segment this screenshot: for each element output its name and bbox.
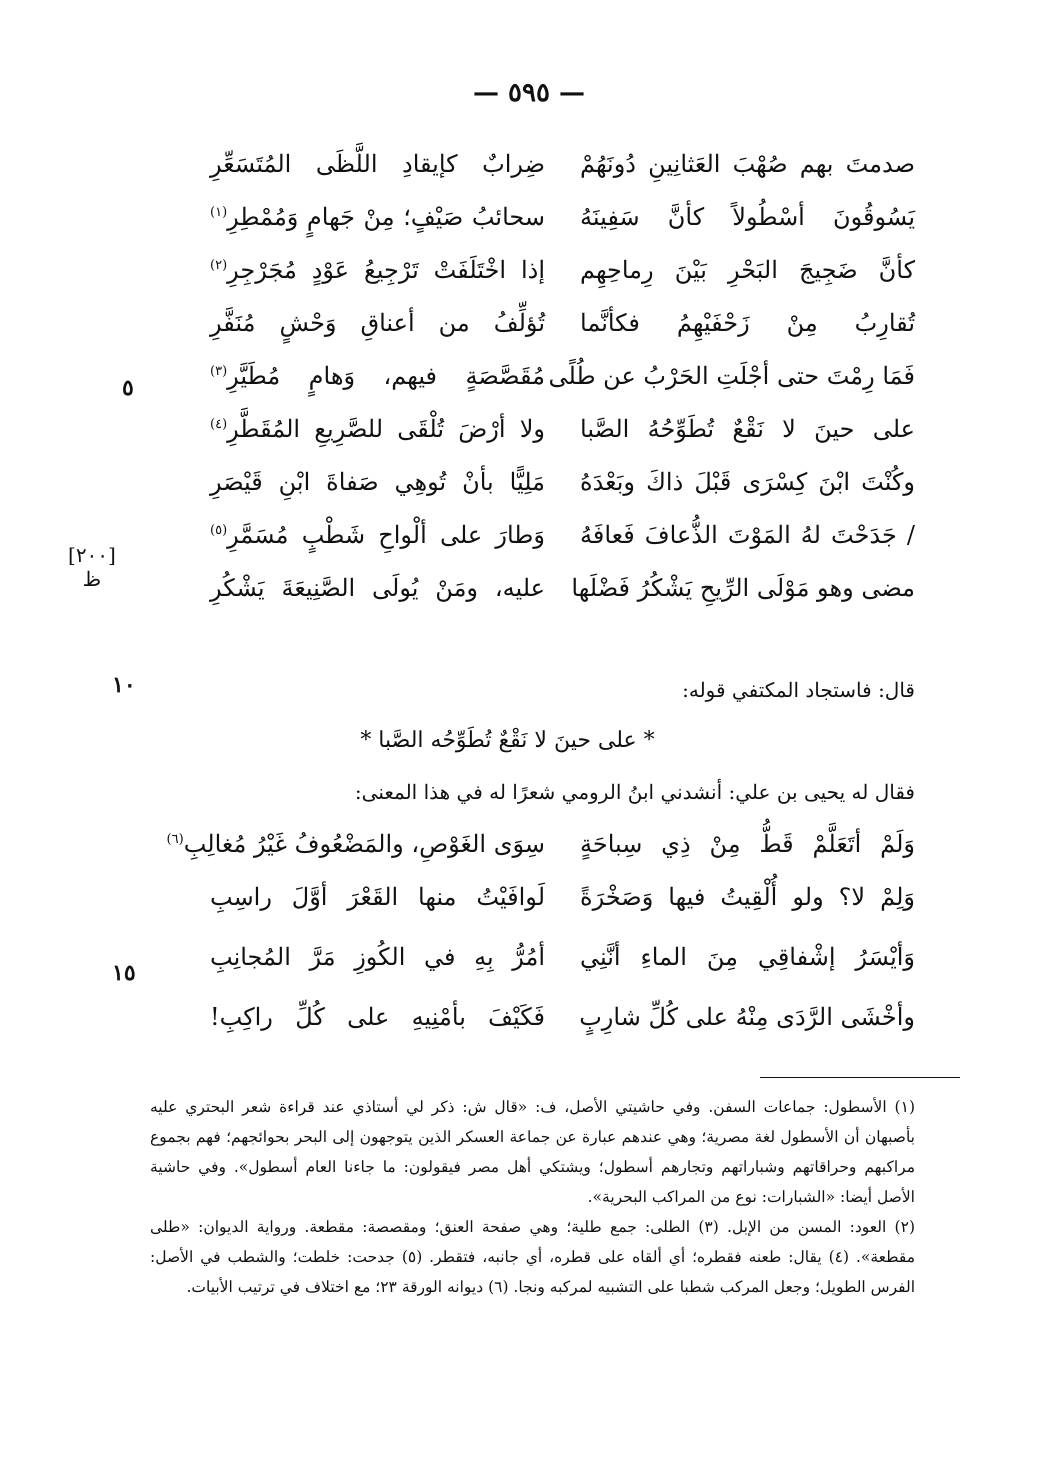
verse-line <box>200 362 915 415</box>
verse-second-hemistich: وَطارَ على ألْواحِ شَطْبٍ مُسَمَّرِ$^{(٥)}$ <box>210 521 545 549</box>
poem-block-2 <box>166 830 915 1056</box>
line-number-15: ١٥ <box>112 960 136 986</box>
folio-side: ظ <box>82 567 102 591</box>
verse-second-hemistich: إذا اخْتَلَفَتْ تَرْجِيعُ عَوْدٍ مُجَرْجِرِ$^{(٢)}$ <box>210 256 545 284</box>
footnote-ref: (٤) <box>210 417 228 432</box>
footnotes <box>150 1092 915 1302</box>
verse-second-hemistich: مُقَصَّصَةٍ فيهم، وَهامٍ مُطَيَّرِ$^{(٣)}$ <box>210 362 545 390</box>
verse-second-hemistich: لَوافَيْتُ منها القَعْرَ أوَّلَ راسِبِ <box>210 883 545 911</box>
manuscript-folio-ref <box>68 543 116 591</box>
footnote-separator <box>760 1077 960 1078</box>
verse-second-hemistich: سحائبُ صَيْفٍ؛ مِنْ جَهامٍ وَمُمْطِرِ$^{(١)}$ <box>210 203 545 231</box>
verse-second-hemistich: مَلِيًّا بأنْ تُوهِي صَفاةَ ابْنِ قَيْصَرِ <box>210 468 545 496</box>
footnote-ref: (٥) <box>210 523 228 538</box>
narrative-line-2: فقال له يحيى بن علي: أنشدني ابنُ الرومي شعرًا له في هذا المعنى: <box>354 780 915 804</box>
line-number-10: ١٠ <box>112 672 136 698</box>
verse-second-hemistich: فَكَيْفَ بأمْنِيهِ على كُلِّ راكِبِ! <box>210 1003 545 1031</box>
verse-first-hemistich: على حينَ لا نَقْعٌ تُطَوِّحُهُ الصَّبا <box>580 415 915 443</box>
verse-second-hemistich: عليه، ومَنْ يُولَى الصَّنِيعَةَ يَشْكُرِ <box>210 574 545 602</box>
verse-line <box>200 883 915 943</box>
verse-first-hemistich: وكُنْتَ ابْنَ كِسْرَى قَبْلَ ذاكَ وبَعْدَهُ <box>580 468 915 496</box>
verse-first-hemistich: تُقارِبُ مِنْ زَحْفَيْهِمُ فكأنَّما <box>580 309 915 337</box>
verse-first-hemistich: يَسُوقُونَ أسْطُولاً كأنَّ سَفِينَهُ <box>580 203 915 231</box>
folio-number: [٢٠٠] <box>68 543 116 567</box>
verse-first-hemistich: كأنَّ ضَجِيجَ البَحْرِ بَيْنَ رِماحِهِم <box>580 256 915 284</box>
verse-line <box>200 574 915 627</box>
verse-first-hemistich: وَلِمْ لا؟ ولو أُلْقِيتُ فيها وَصَخْرَةً <box>580 883 915 911</box>
quoted-hemistich: * على حينَ لا نَقْعٌ تُطَوِّحُه الصَّبا * <box>360 728 655 753</box>
verse-line <box>200 256 915 309</box>
footnote-ref: (٢) <box>210 258 228 273</box>
verse-second-hemistich: تُؤلِّفُ من أعناقِ وَحْشٍ مُنَفَّرِ <box>210 309 545 337</box>
narrative-line-1: قال: فاستجاد المكتفي قوله: <box>682 678 915 702</box>
verse-first-hemistich: / جَدَحْتَ لهُ المَوْتَ الذُّعافَ فَعافَهُ <box>580 521 915 549</box>
verse-second-hemistich: أمُرُّ بِهِ في الكُوزِ مَرَّ المُجانِبِ <box>210 943 545 971</box>
verse-line <box>200 150 915 203</box>
verse-line <box>200 415 915 468</box>
verse-second-hemistich: سِوَى الغَوْصِ، والمَضْعُوفُ غَيْرُ مُغالِبِ$^{(٦)}$ <box>166 830 545 858</box>
verse-line <box>200 468 915 521</box>
verse-second-hemistich: ولا أرْضَ تُلْقَى للصَّرِيعِ المُقَطَّرِ$^{(٤)}$ <box>210 415 545 443</box>
verse-first-hemistich: فَمَا رِمْتَ حتى أجْلَتِ الحَرْبُ عن طُلًى <box>548 362 915 390</box>
verse-line <box>166 830 915 883</box>
footnote-ref: (١) <box>210 205 228 220</box>
line-number-5: ٥ <box>122 375 134 401</box>
verse-line <box>200 943 915 1003</box>
footnote-2-6: (٢) العود: المسن من الإبل. (٣) الطلى: جمع طلية؛ وهي صفحة العنق؛ ومقصصة: مقطعة. ورواية الديوان: «طلى مقطعة». (٤) يقال: طعنه فقطره؛ أي ألقاه على قطره، أي جانبه، فتقطر. (٥) جدحت: خلطت؛ والشطب في الأصل: الفرس الطويل؛ وجعل المركب شطبا على التشبيه لمركبه ونجا. (٦) ديوانه الورقة ٢٣؛ مع اختلاف في ترتيب الأبيات. <box>150 1218 915 1296</box>
verse-line <box>200 521 915 574</box>
verse-second-hemistich: ضِرابٌ كإيقادِ اللَّظَى المُتَسَعِّرِ <box>210 150 545 178</box>
page-number: — ٥٩٥ — <box>472 78 586 108</box>
footnote-1: (١) الأسطول: جماعات السفن. وفي حاشيتي الأصل، ف: «قال ش: ذكر لي أستاذي عند قراءة شعر البحتري عليه بأصبهان أن الأسطول لغة مصرية؛ وهي عندهم عبارة عن جماعة العسكر الذين يتوجهون إلى البحر بحوائجهم؛ فهم بجموع مراكبهم وحراقاتهم وشباراتهم وتجارهم أسطول؛ ويشتكي أهل مصر فيقولون: ما جاءنا العام أسطول». وفي حاشية الأصل أيضا: «الشبارات: نوع من المراكب البحرية». <box>150 1098 915 1206</box>
footnote-ref: (٦) <box>166 832 184 847</box>
verse-line <box>200 1003 915 1056</box>
poem-block-1 <box>200 150 915 627</box>
footnote-ref: (٣) <box>210 364 228 379</box>
verse-first-hemistich: وأخْشَى الرَّدَى مِنْهُ على كُلِّ شارِبٍ <box>579 1003 915 1031</box>
verse-first-hemistich: صدمتَ بهم صُهْبَ العَثانِينِ دُونَهُمْ <box>580 150 915 178</box>
verse-line <box>200 203 915 256</box>
verse-first-hemistich: مضى وهو مَوْلَى الرِّيحِ يَشْكُرُ فَضْلَها <box>571 574 915 602</box>
verse-line <box>200 309 915 362</box>
verse-first-hemistich: وَأيْسَرُ إشْفاقِي مِنَ الماءِ أنَّنِي <box>580 943 915 971</box>
verse-first-hemistich: وَلَمْ أتَعَلَّمْ قَطُّ مِنْ ذِي سِباحَةٍ <box>580 830 915 858</box>
